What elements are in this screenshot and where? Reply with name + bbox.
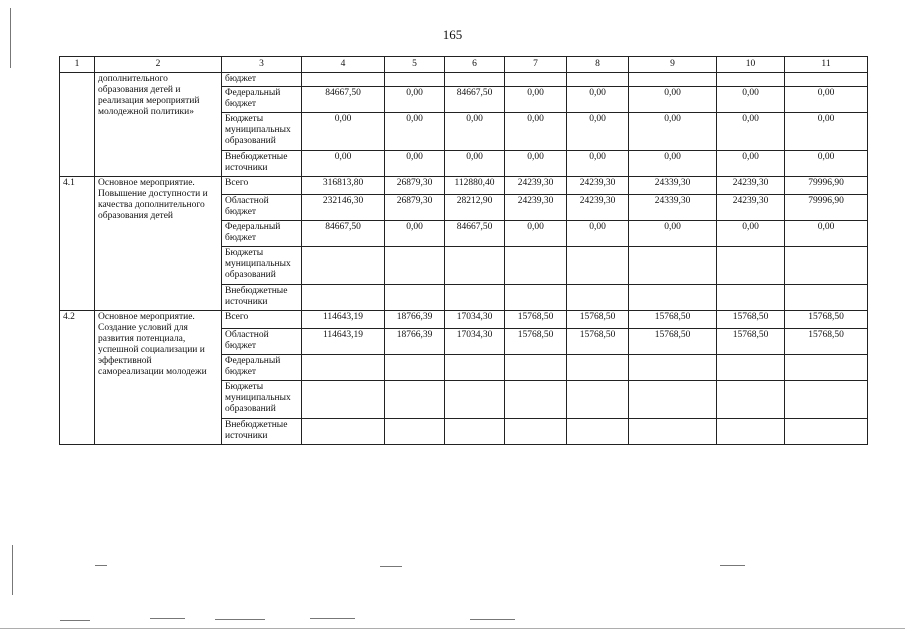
amount-cell [445,419,505,445]
amount-cell: 0,00 [302,151,385,177]
amount-cell: 0,00 [717,221,785,247]
amount-cell: 84667,50 [302,221,385,247]
measure-name: Основное мероприятие. Повышение доступности и качества дополнительного образования детей [95,177,222,311]
amount-cell [445,381,505,419]
amount-cell: 15768,50 [629,329,717,355]
amount-cell: 0,00 [505,221,567,247]
amount-cell [385,73,445,87]
amount-cell: 15768,50 [567,311,629,329]
amount-cell [385,381,445,419]
amount-cell: 0,00 [717,87,785,113]
column-header-4: 4 [302,57,385,73]
amount-cell: 79996,90 [785,195,868,221]
amount-cell: 0,00 [717,113,785,151]
amount-cell [717,381,785,419]
amount-cell: 0,00 [567,151,629,177]
amount-cell [629,73,717,87]
column-header-10: 10 [717,57,785,73]
amount-cell [385,285,445,311]
amount-cell [567,355,629,381]
column-header-2: 2 [95,57,222,73]
amount-cell: 15768,50 [785,311,868,329]
amount-cell: 15768,50 [629,311,717,329]
amount-cell [567,285,629,311]
amount-cell [785,73,868,87]
amount-cell [302,419,385,445]
funding-source: Всего [222,177,302,195]
amount-cell: 0,00 [717,151,785,177]
funding-source: бюджет [222,73,302,87]
scan-artifact [470,619,515,620]
amount-cell [445,247,505,285]
amount-cell: 0,00 [629,221,717,247]
amount-cell: 0,00 [445,151,505,177]
amount-cell [629,285,717,311]
page-number: 165 [442,27,463,42]
amount-cell: 24239,30 [717,177,785,195]
amount-cell [567,419,629,445]
amount-cell: 0,00 [629,113,717,151]
amount-cell: 0,00 [505,151,567,177]
amount-cell: 17034,30 [445,329,505,355]
funding-source: Бюджеты муниципальных образований [222,247,302,285]
funding-source: Федеральный бюджет [222,87,302,113]
amount-cell [445,73,505,87]
amount-cell: 84667,50 [302,87,385,113]
scan-artifact [720,565,745,566]
amount-cell [505,73,567,87]
amount-cell [717,355,785,381]
amount-cell [302,73,385,87]
funding-source: Федеральный бюджет [222,355,302,381]
item-number: 4.1 [60,177,95,311]
amount-cell [445,355,505,381]
amount-cell: 114643,19 [302,311,385,329]
amount-cell [717,419,785,445]
amount-cell [445,285,505,311]
amount-cell: 0,00 [445,113,505,151]
amount-cell: 24239,30 [567,177,629,195]
amount-cell [785,247,868,285]
amount-cell [629,247,717,285]
amount-cell: 79996,90 [785,177,868,195]
amount-cell [785,381,868,419]
amount-cell: 15768,50 [717,311,785,329]
amount-cell: 0,00 [629,87,717,113]
amount-cell: 0,00 [785,221,868,247]
amount-cell: 112880,40 [445,177,505,195]
column-header-9: 9 [629,57,717,73]
amount-cell [302,381,385,419]
amount-cell: 0,00 [785,113,868,151]
amount-cell [385,355,445,381]
amount-cell [385,247,445,285]
amount-cell [302,247,385,285]
amount-cell [505,419,567,445]
funding-source: Внебюджетные источники [222,419,302,445]
measure-name: Основное мероприятие. Создание условий для развития потенциала, успешной социализации и эффективной самореализации молодежи [95,311,222,445]
amount-cell [567,381,629,419]
amount-cell [567,247,629,285]
amount-cell [505,381,567,419]
header-row [60,57,868,73]
item-number: 4.2 [60,311,95,445]
table-row [60,177,868,195]
amount-cell [785,419,868,445]
amount-cell: 0,00 [385,113,445,151]
amount-cell [785,285,868,311]
amount-cell: 0,00 [785,151,868,177]
amount-cell: 15768,50 [785,329,868,355]
column-header-11: 11 [785,57,868,73]
amount-cell: 24339,30 [629,177,717,195]
amount-cell: 0,00 [302,113,385,151]
amount-cell [302,285,385,311]
amount-cell: 232146,30 [302,195,385,221]
amount-cell [302,355,385,381]
amount-cell: 24239,30 [567,195,629,221]
amount-cell [505,285,567,311]
amount-cell: 0,00 [567,221,629,247]
scan-artifact [150,618,185,619]
amount-cell [785,355,868,381]
amount-cell: 84667,50 [445,221,505,247]
amount-cell: 18766,39 [385,329,445,355]
amount-cell: 15768,50 [567,329,629,355]
amount-cell: 26879,30 [385,195,445,221]
funding-source: Внебюджетные источники [222,285,302,311]
amount-cell [505,247,567,285]
funding-source: Федеральный бюджет [222,221,302,247]
column-header-6: 6 [445,57,505,73]
funding-source: Бюджеты муниципальных образований [222,381,302,419]
amount-cell: 17034,30 [445,311,505,329]
amount-cell: 0,00 [385,151,445,177]
amount-cell [717,73,785,87]
scan-artifact [95,565,107,566]
amount-cell: 15768,50 [717,329,785,355]
amount-cell [505,355,567,381]
funding-source: Областной бюджет [222,329,302,355]
amount-cell: 0,00 [385,221,445,247]
amount-cell: 15768,50 [505,329,567,355]
amount-cell: 18766,39 [385,311,445,329]
amount-cell [567,73,629,87]
amount-cell [629,381,717,419]
amount-cell [717,285,785,311]
amount-cell: 0,00 [385,87,445,113]
scan-artifact [10,8,11,68]
budget-table [59,56,868,445]
amount-cell: 24239,30 [505,177,567,195]
scan-artifact [60,620,90,621]
scan-artifact [215,619,265,620]
amount-cell: 26879,30 [385,177,445,195]
amount-cell: 0,00 [505,87,567,113]
funding-source: Бюджеты муниципальных образований [222,113,302,151]
amount-cell: 24239,30 [717,195,785,221]
scan-artifact [12,545,13,595]
amount-cell: 0,00 [567,113,629,151]
amount-cell: 15768,50 [505,311,567,329]
funding-source: Областной бюджет [222,195,302,221]
table-row [60,73,868,87]
scan-artifact [0,628,905,629]
amount-cell: 0,00 [505,113,567,151]
funding-source: Внебюджетные источники [222,151,302,177]
column-header-3: 3 [222,57,302,73]
amount-cell: 0,00 [785,87,868,113]
scan-artifact [380,566,402,567]
amount-cell: 24339,30 [629,195,717,221]
item-number [60,73,95,177]
measure-name: дополнительного образования детей и реализация мероприятий молодежной политики» [95,73,222,177]
amount-cell: 114643,19 [302,329,385,355]
amount-cell: 316813,80 [302,177,385,195]
column-header-5: 5 [385,57,445,73]
amount-cell [629,419,717,445]
column-header-7: 7 [505,57,567,73]
column-header-1: 1 [60,57,95,73]
amount-cell [385,419,445,445]
amount-cell: 28212,90 [445,195,505,221]
amount-cell: 24239,30 [505,195,567,221]
column-header-8: 8 [567,57,629,73]
funding-source: Всего [222,311,302,329]
table-row [60,311,868,329]
amount-cell: 0,00 [567,87,629,113]
amount-cell: 0,00 [629,151,717,177]
amount-cell [717,247,785,285]
amount-cell: 84667,50 [445,87,505,113]
amount-cell [629,355,717,381]
scan-artifact [310,618,355,619]
